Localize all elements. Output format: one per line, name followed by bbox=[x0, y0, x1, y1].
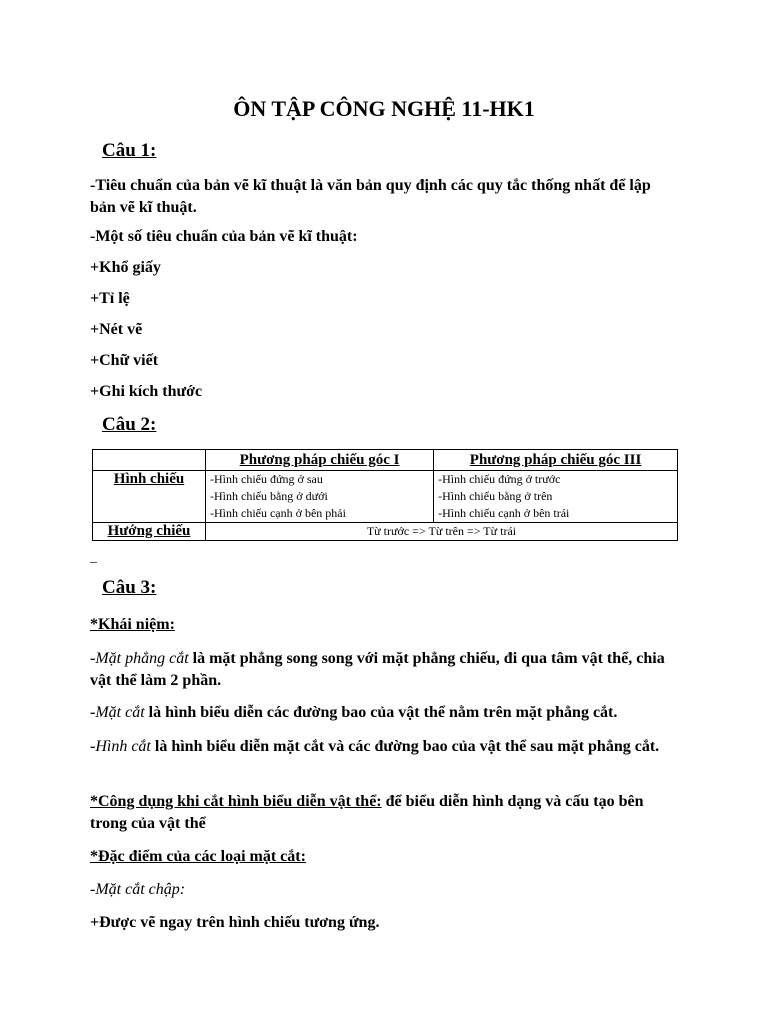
section-definition: -Mặt cắt là hình biểu diễn các đường bao của vật thể nằm trên mặt phẳng cắt. bbox=[90, 704, 618, 721]
cell-line: -Hình chiếu bằng ở trên bbox=[438, 489, 553, 503]
cell-line: -Hình chiếu cạnh ở bên trái bbox=[438, 506, 570, 520]
dash-mark: _ bbox=[90, 550, 97, 565]
table-cell-method-3-views bbox=[434, 471, 678, 523]
table-header-method-3: Phương pháp chiếu góc III bbox=[434, 450, 678, 471]
list-item: +Khổ giấy bbox=[90, 259, 161, 276]
question-1-heading: Câu 1: bbox=[102, 140, 157, 161]
table-row bbox=[93, 471, 678, 523]
table-row-header-projection: Hình chiếu bbox=[93, 471, 206, 523]
table-row bbox=[93, 523, 678, 541]
use-text: để biểu diễn hình dạng và cấu tạo bên trong của vật thể bbox=[90, 793, 644, 832]
table-empty-cell bbox=[93, 450, 206, 471]
definition-text: là mặt phẳng song song với mặt phẳng chiếu, đi qua tâm vật thể, chia vật thể làm 2 phần. bbox=[90, 650, 665, 689]
projection-method-table bbox=[92, 449, 678, 541]
definition-text: là hình biểu diễn mặt cắt và các đường bao của vật thể sau mặt phẳng cắt. bbox=[150, 738, 660, 755]
list-item: +Chữ viết bbox=[90, 352, 159, 369]
question-1-list-intro: -Một số tiêu chuẩn của bản vẽ kĩ thuật: bbox=[90, 228, 358, 245]
table-cell-direction: Từ trước => Từ trên => Từ trái bbox=[206, 523, 678, 541]
cell-line: -Hình chiếu cạnh ở bên phải bbox=[210, 506, 346, 520]
use-label: *Công dụng khi cắt hình biểu diễn vật thể: bbox=[90, 793, 382, 810]
term-cutting-plane: Mặt phẳng cắt bbox=[95, 650, 189, 667]
overlaid-section-label: -Mặt cắt chập: bbox=[90, 881, 186, 898]
term-section: Mặt cắt bbox=[95, 704, 145, 721]
sectional-view-definition: -Hình cắt là hình biểu diễn mặt cắt và các đường bao của vật thể sau mặt phẳng cắt. bbox=[90, 738, 660, 755]
question-2-heading: Câu 2: bbox=[102, 414, 157, 435]
table-row-header-direction: Hướng chiếu bbox=[93, 523, 206, 541]
list-item: +Nét vẽ bbox=[90, 321, 143, 338]
features-label: *Đặc điểm của các loại mặt cắt: bbox=[90, 848, 306, 865]
cell-line: -Hình chiếu đứng ở sau bbox=[210, 472, 323, 486]
concept-label: *Khái niệm: bbox=[90, 616, 175, 633]
cutting-plane-definition: -Mặt phẳng cắt là mặt phẳng song song với mặt phẳng chiếu, đi qua tâm vật thể, chia vật thể làm 2 phần. bbox=[90, 650, 665, 689]
term-sectional-view: Hình cắt bbox=[95, 738, 151, 755]
cell-line: -Hình chiếu bằng ở dưới bbox=[210, 489, 328, 503]
table-cell-method-1-views bbox=[206, 471, 434, 523]
use-paragraph bbox=[90, 791, 680, 835]
list-item: +Tỉ lệ bbox=[90, 290, 130, 307]
list-item: +Ghi kích thước bbox=[90, 383, 203, 400]
question-1-definition: -Tiêu chuẩn của bản vẽ kĩ thuật là văn bản quy định các quy tắc thống nhất để lập bản vẽ kĩ thuật. bbox=[90, 177, 651, 216]
table-header-method-1: Phương pháp chiếu góc I bbox=[206, 450, 434, 471]
list-item: +Được vẽ ngay trên hình chiếu tương ứng. bbox=[90, 914, 380, 931]
table-header-row bbox=[93, 450, 678, 471]
cell-line: -Hình chiếu đứng ở trước bbox=[438, 472, 561, 486]
page-title: ÔN TẬP CÔNG NGHỆ 11-HK1 bbox=[233, 96, 535, 121]
question-3-heading: Câu 3: bbox=[102, 577, 157, 598]
definition-text: là hình biểu diễn các đường bao của vật thể nằm trên mặt phẳng cắt. bbox=[144, 704, 618, 721]
